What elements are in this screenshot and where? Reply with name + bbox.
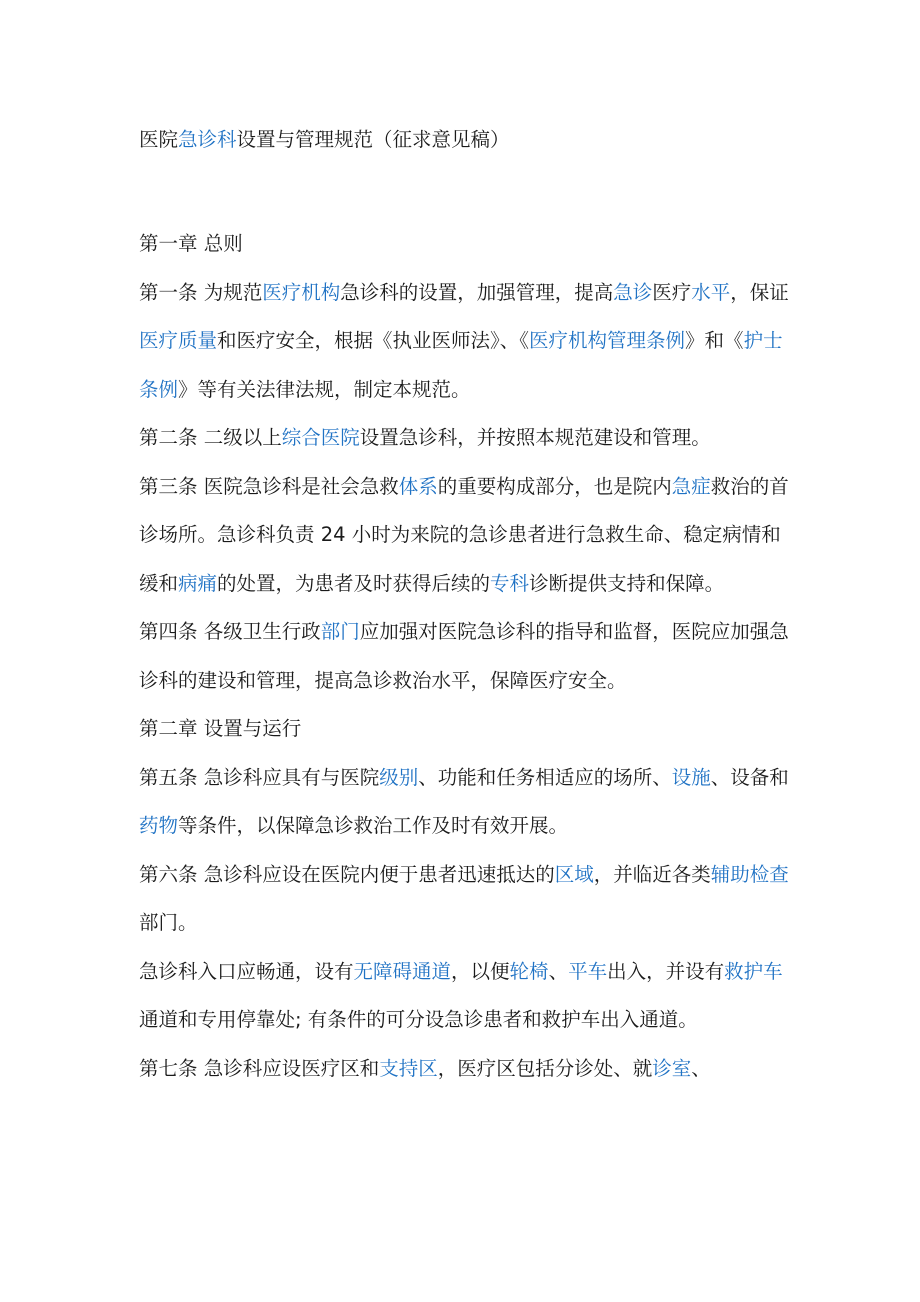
- text-run: 应加强对医院急诊科的指导和监督，医院应加强急诊科的建设和管理，提高急诊救治水平，保障医疗安全。: [139, 620, 789, 692]
- term-link[interactable]: 级别: [379, 765, 419, 789]
- text-run: 出入，并设有: [607, 959, 725, 983]
- text-run: 第二条 二级以上: [139, 426, 282, 449]
- text-run: 急诊科入口应畅通，设有: [139, 959, 354, 983]
- term-link[interactable]: 辅助检查: [710, 862, 789, 886]
- text-run: 设置与管理规范（征求意见稿）: [236, 128, 510, 151]
- text-run: 医疗: [652, 280, 692, 304]
- text-run: 通道和专用停靠处; 有条件的可分设急诊患者和救护车出入通道。: [139, 1008, 698, 1031]
- text-run: 、: [691, 1056, 711, 1080]
- text-run: 、功能和任务相适应的场所、: [418, 765, 672, 789]
- term-link[interactable]: 救护车: [724, 959, 783, 983]
- term-link[interactable]: 病痛: [178, 571, 218, 595]
- term-link[interactable]: 专科: [490, 571, 530, 595]
- term-link[interactable]: 体系: [398, 474, 438, 498]
- term-link[interactable]: 支持区: [379, 1056, 438, 1080]
- text-run: ，保证: [730, 280, 789, 304]
- text-run: 第三条 医院急诊科是社会急救: [139, 474, 399, 498]
- text-run: 第二章 设置与运行: [139, 717, 302, 740]
- paragraph: [139, 1045, 794, 1094]
- text-run: 急诊科的设置，加强管理，提高: [340, 280, 614, 304]
- text-run: 救治的首诊场所。急诊科负责 24 小时为来院的急诊患者进行急救生命、稳定病情和缓和: [139, 474, 789, 595]
- text-run: ，医疗区包括分诊处、就: [437, 1056, 653, 1080]
- text-run: 》和《: [685, 329, 744, 352]
- term-link[interactable]: 部门: [320, 620, 360, 643]
- paragraph: [139, 754, 794, 851]
- text-run: 第五条 急诊科应具有与医院: [139, 765, 380, 789]
- term-link[interactable]: 轮椅: [509, 959, 549, 983]
- text-run: 第一条 为规范: [139, 280, 263, 304]
- term-link[interactable]: 水平: [691, 280, 731, 304]
- term-link[interactable]: 护士条例: [139, 329, 783, 401]
- term-link[interactable]: 医疗机构管理条例: [529, 329, 686, 352]
- paragraph: [139, 705, 794, 754]
- term-link[interactable]: 急诊: [613, 280, 653, 304]
- paragraph: [139, 608, 794, 705]
- text-run: 设置急诊科，并按照本规范建设和管理。: [359, 426, 711, 449]
- paragraph: [139, 948, 794, 1045]
- term-link[interactable]: 综合医院: [281, 426, 360, 449]
- term-link[interactable]: 无障碍通道: [353, 959, 452, 983]
- term-link[interactable]: 设施: [671, 765, 711, 789]
- text-run: 的重要构成部分，也是院内: [437, 474, 672, 498]
- text-run: 、: [548, 959, 569, 983]
- term-link[interactable]: 诊室: [652, 1056, 692, 1080]
- paragraph: [139, 220, 794, 269]
- term-link[interactable]: 药物: [139, 814, 179, 837]
- text-run: 第六条 急诊科应设在医院内便于患者迅速抵达的: [139, 862, 555, 886]
- text-run: ，以便: [451, 959, 510, 983]
- term-link[interactable]: 医疗机构: [262, 280, 341, 304]
- paragraph: [139, 269, 794, 415]
- text-run: 、设备和: [710, 765, 789, 789]
- paragraph: [139, 851, 794, 948]
- text-run: 第一章 总则: [139, 232, 243, 255]
- paragraph: [139, 463, 794, 609]
- text-run: ，并临近各类: [593, 862, 711, 886]
- text-run: 第七条 急诊科应设医疗区和: [139, 1056, 380, 1080]
- paragraph: [139, 414, 794, 463]
- term-link[interactable]: 急症: [671, 474, 711, 498]
- text-run: 》等有关法律法规，制定本规范。: [178, 377, 471, 401]
- text-run: 诊断提供支持和保障。: [529, 571, 725, 595]
- text-run: 和医疗安全，根据《执业医师法》、《: [217, 329, 530, 352]
- text-run: 部门。: [139, 911, 198, 934]
- document-body: [139, 220, 794, 1093]
- text-run: 第四条 各级卫生行政: [139, 620, 321, 643]
- term-link[interactable]: 医疗质量: [139, 329, 218, 352]
- term-link[interactable]: 急诊科: [178, 128, 237, 151]
- term-link[interactable]: 平车: [568, 959, 608, 983]
- term-link[interactable]: 区域: [554, 862, 594, 886]
- text-run: 等条件，以保障急诊救治工作及时有效开展。: [178, 814, 569, 837]
- text-run: 医院: [139, 128, 179, 151]
- document-title: [139, 124, 799, 156]
- text-run: 的处置，为患者及时获得后续的: [217, 571, 491, 595]
